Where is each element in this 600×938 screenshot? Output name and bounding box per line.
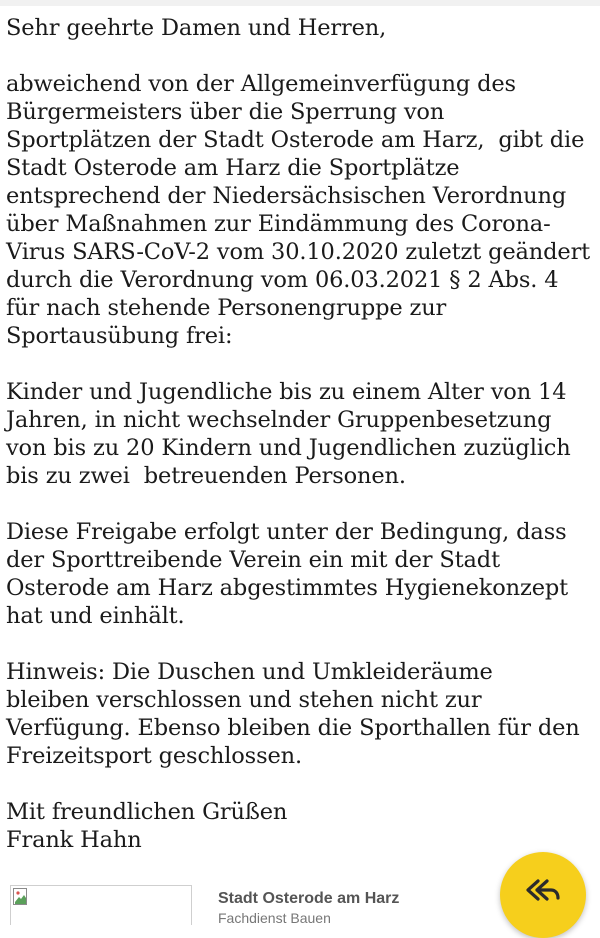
- text-line: für nach stehende Personengruppe zur: [6, 295, 447, 321]
- text-line: Verfügung. Ebenso bleiben die Sporthallen für den: [6, 715, 580, 741]
- text-line: abweichend von der Allgemeinverfügung des: [6, 71, 516, 97]
- greeting: [6, 14, 596, 42]
- paragraph-children: [6, 378, 596, 490]
- text-line: Freizeitsport geschlossen.: [6, 743, 302, 769]
- email-body: [6, 14, 596, 882]
- text-line: Bürgermeisters über die Sperrung von: [6, 99, 445, 125]
- closing-text: Mit freundlichen Grüßen: [6, 799, 288, 825]
- text-line: Stadt Osterode am Harz die Sportplätze: [6, 155, 460, 181]
- text-line: Virus SARS-CoV-2 vom 30.10.2020 zuletzt geändert: [6, 239, 591, 265]
- reply-all-button[interactable]: [500, 852, 586, 938]
- text-line: über Maßnahmen zur Eindämmung des Corona-: [6, 211, 551, 237]
- signature-block: [6, 798, 596, 854]
- greeting-text: Sehr geehrte Damen und Herren,: [6, 15, 387, 41]
- reply-all-icon: [525, 878, 561, 902]
- text-line: bis zu zwei betreuenden Personen.: [6, 463, 406, 489]
- text-line: Sportplätzen der Stadt Osterode am Harz, gibt die: [6, 127, 585, 153]
- text-line: von bis zu 20 Kindern und Jugendlichen zuzüglich: [6, 435, 571, 461]
- text-line: Hinweis: Die Duschen und Umkleideräume: [6, 659, 493, 685]
- text-line: entsprechend der Niedersächsischen Verordnung: [6, 183, 567, 209]
- footer-organization: Stadt Osterode am Harz: [218, 890, 400, 907]
- signature-name: Frank Hahn: [6, 827, 142, 853]
- paragraph-condition: [6, 518, 596, 630]
- text-line: Sportausübung frei:: [6, 323, 233, 349]
- text-line: der Sporttreibende Verein ein mit der Stadt: [6, 547, 500, 573]
- broken-image-icon: [13, 888, 29, 906]
- text-line: bleiben verschlossen und stehen nicht zur: [6, 687, 482, 713]
- paragraph-exemption: [6, 70, 596, 350]
- paragraph-note: [6, 658, 596, 770]
- footer-subline: Fachdienst Bauen: [218, 910, 331, 926]
- text-line: hat und einhält.: [6, 603, 185, 629]
- text-line: Osterode am Harz abgestimmtes Hygienekonzept: [6, 575, 569, 601]
- text-line: durch die Verordnung vom 06.03.2021 § 2 Abs. 4: [6, 267, 559, 293]
- text-line: Kinder und Jugendliche bis zu einem Alter von 14: [6, 379, 567, 405]
- top-divider: [0, 0, 600, 6]
- footer-logo-image: [10, 885, 192, 925]
- text-line: Jahren, in nicht wechselnder Gruppenbesetzung: [6, 407, 552, 433]
- text-line: Diese Freigabe erfolgt unter der Bedingung, dass: [6, 519, 567, 545]
